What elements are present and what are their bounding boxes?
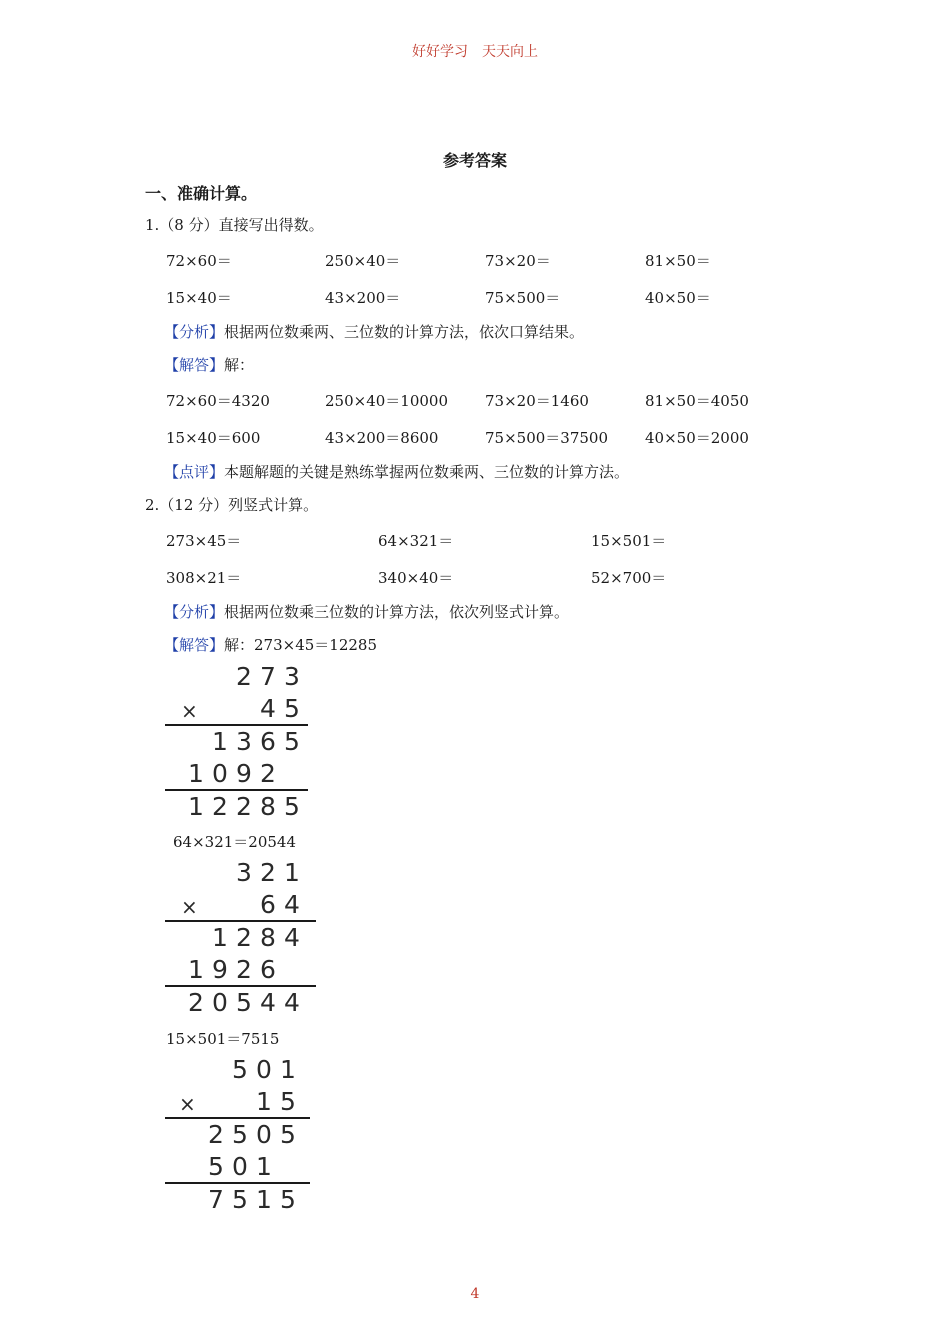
digit: 2 [236, 792, 252, 821]
answer-tag: 【解答】 [164, 356, 225, 374]
q2-analysis [164, 601, 569, 622]
comment-tag: 【点评】 [164, 463, 225, 481]
q2-item: 52×700＝ [591, 569, 667, 587]
q1-item: 75×500＝ [485, 289, 561, 307]
digit: 5 [232, 1120, 248, 1149]
q1-answer-item: 40×50＝2000 [645, 429, 749, 447]
digit: 4 [260, 988, 276, 1017]
digit: 5 [280, 1185, 296, 1214]
digit: 6 [260, 890, 276, 919]
analysis-text: 根据两位数乘三位数的计算方法，依次列竖式计算。 [224, 603, 570, 621]
digit: 1 [212, 727, 228, 756]
digit: 4 [284, 988, 300, 1017]
digit: 1 [256, 1185, 272, 1214]
digit: 2 [212, 792, 228, 821]
page-header: 好好学习 天天向上 [412, 44, 538, 60]
multiply-sign: × [181, 895, 198, 919]
digit: 5 [232, 1185, 248, 1214]
digit: 5 [280, 1120, 296, 1149]
rule-line [165, 789, 308, 791]
digit: 0 [256, 1055, 272, 1084]
rule-line [165, 724, 308, 726]
digit: 4 [284, 890, 300, 919]
q1-item: 81×50＝ [645, 252, 711, 270]
digit: 8 [260, 792, 276, 821]
digit: 0 [232, 1152, 248, 1181]
q1-answer [164, 354, 254, 375]
digit: 1 [212, 923, 228, 952]
equation-label: 15×501＝7515 [166, 1030, 280, 1048]
q1-analysis [164, 321, 584, 342]
digit: 1 [188, 759, 204, 788]
q2-prompt: 2.（12 分）列竖式计算。 [145, 496, 319, 514]
digit: 5 [284, 694, 300, 723]
digit: 7 [260, 662, 276, 691]
digit: 3 [284, 662, 300, 691]
q1-prompt: 1.（8 分）直接写出得数。 [145, 216, 324, 234]
digit: 3 [236, 727, 252, 756]
multiply-sign: × [179, 1092, 196, 1116]
q2-item: 308×21＝ [166, 569, 242, 587]
rule-line [165, 1117, 310, 1119]
digit: 0 [212, 988, 228, 1017]
q1-comment [164, 461, 629, 482]
digit: 2 [188, 988, 204, 1017]
digit: 4 [284, 923, 300, 952]
analysis-tag: 【分析】 [164, 603, 225, 621]
digit: 2 [236, 955, 252, 984]
digit: 6 [260, 727, 276, 756]
analysis-tag: 【分析】 [164, 323, 225, 341]
digit: 0 [256, 1120, 272, 1149]
comment-text: 本题解题的关键是熟练掌握两位数乘两、三位数的计算方法。 [224, 463, 630, 481]
q1-item: 15×40＝ [166, 289, 232, 307]
page-number: 4 [470, 1286, 480, 1302]
q2-item: 15×501＝ [591, 532, 667, 550]
q2-item: 340×40＝ [378, 569, 454, 587]
page-title: 参考答案 [442, 151, 507, 170]
rule-line [165, 985, 316, 987]
q1-item: 72×60＝ [166, 252, 232, 270]
digit: 4 [260, 694, 276, 723]
q1-answer-item: 72×60＝4320 [166, 392, 270, 410]
digit: 1 [188, 955, 204, 984]
q2-item: 273×45＝ [166, 532, 242, 550]
digit: 1 [188, 792, 204, 821]
digit: 2 [208, 1120, 224, 1149]
digit: 1 [284, 858, 300, 887]
digit: 8 [260, 923, 276, 952]
q1-item: 250×40＝ [325, 252, 401, 270]
q1-item: 40×50＝ [645, 289, 711, 307]
digit: 2 [236, 923, 252, 952]
q1-answer-item: 43×200＝8600 [325, 429, 439, 447]
q1-answer-item: 250×40＝10000 [325, 392, 449, 410]
q1-item: 73×20＝ [485, 252, 551, 270]
answer-lead: 解： [224, 356, 255, 374]
q2-item: 64×321＝ [378, 532, 454, 550]
digit: 1 [280, 1055, 296, 1084]
digit: 2 [260, 759, 276, 788]
q1-answer-item: 15×40＝600 [166, 429, 261, 447]
analysis-text: 根据两位数乘两、三位数的计算方法，依次口算结果。 [224, 323, 585, 341]
q1-item: 43×200＝ [325, 289, 401, 307]
q1-answer-item: 81×50＝4050 [645, 392, 749, 410]
digit: 1 [256, 1152, 272, 1181]
digit: 5 [232, 1055, 248, 1084]
digit: 7 [208, 1185, 224, 1214]
equation-label: 64×321＝20544 [173, 833, 297, 851]
digit: 2 [236, 662, 252, 691]
digit: 0 [212, 759, 228, 788]
digit: 3 [236, 858, 252, 887]
digit: 9 [212, 955, 228, 984]
digit: 5 [236, 988, 252, 1017]
digit: 5 [284, 727, 300, 756]
q1-answer-item: 75×500＝37500 [485, 429, 609, 447]
q2-answer [164, 634, 377, 655]
rule-line [165, 920, 316, 922]
digit: 5 [280, 1087, 296, 1116]
digit: 9 [236, 759, 252, 788]
digit: 6 [260, 955, 276, 984]
section-heading: 一、准确计算。 [145, 184, 258, 203]
answer-lead: 解：273×45＝12285 [224, 636, 378, 654]
digit: 5 [208, 1152, 224, 1181]
q1-answer-item: 73×20＝1460 [485, 392, 589, 410]
multiply-sign: × [181, 699, 198, 723]
digit: 1 [256, 1087, 272, 1116]
digit: 5 [284, 792, 300, 821]
digit: 2 [260, 858, 276, 887]
answer-tag: 【解答】 [164, 636, 225, 654]
rule-line [165, 1182, 310, 1184]
